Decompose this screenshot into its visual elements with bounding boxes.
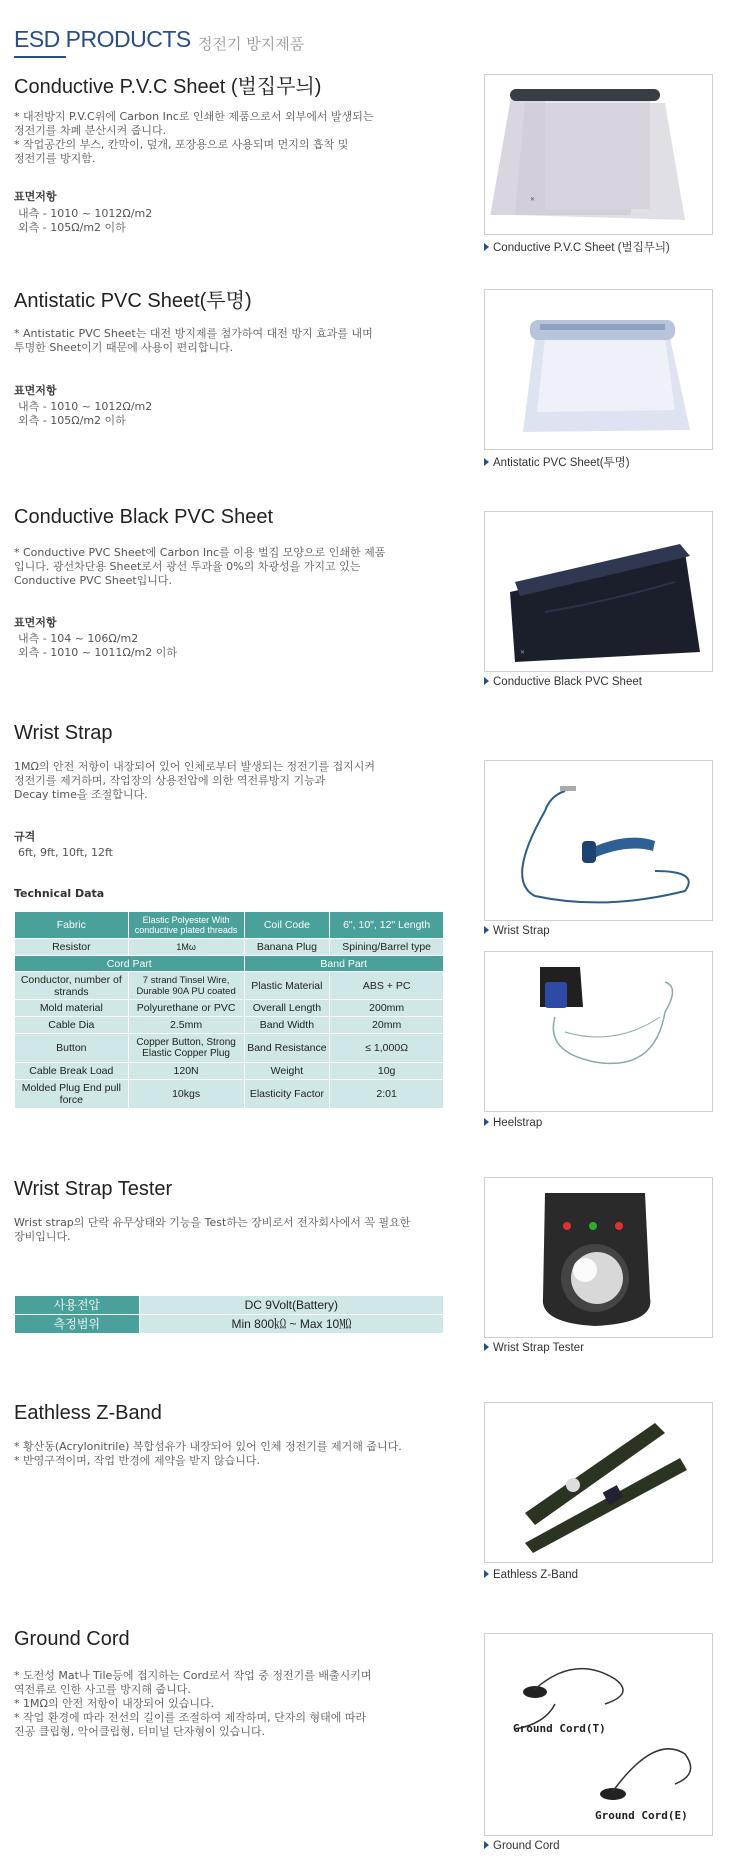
table-cell: 2.5mm	[128, 1017, 244, 1034]
product-photo	[484, 289, 713, 450]
table-row	[15, 1296, 444, 1315]
table-cell: 10kgs	[128, 1080, 244, 1109]
spec-label: 표면저항	[14, 616, 57, 629]
section-title: Conductive P.V.C Sheet (벌집무늬)	[14, 76, 322, 98]
wrist-strap-image	[485, 761, 713, 921]
table-cell: Overall Length	[244, 1000, 330, 1017]
section-title: Eathless Z-Band	[14, 1402, 162, 1424]
product-caption: Heelstrap	[484, 1117, 542, 1129]
product-photo	[484, 951, 713, 1112]
table-cell: 120N	[128, 1063, 244, 1080]
table-row	[15, 956, 444, 972]
product-photo	[484, 74, 713, 235]
table-row	[15, 939, 444, 956]
product-caption: Antistatic PVC Sheet(투명)	[484, 454, 630, 470]
black-sheet-image	[485, 512, 713, 672]
desc-line: * 대전방지 P.V.C위에 Carbon Inc로 인쇄한 제품으로서 외부에서 발생되는 정전기를 차폐 분산시켜 줍니다.	[14, 110, 374, 137]
table-row	[15, 1000, 444, 1017]
table-cell: ≤ 1,000Ω	[330, 1034, 444, 1063]
table-row	[15, 1063, 444, 1080]
ground-cord-image	[485, 1634, 713, 1836]
section-title: Wrist Strap	[14, 722, 113, 744]
tester-image	[485, 1178, 713, 1338]
product-photo	[484, 1177, 713, 1338]
table-cell: Spining/Barrel type	[330, 939, 444, 956]
product-photo	[484, 1402, 713, 1563]
product-caption: Ground Cord	[484, 1840, 559, 1852]
product-caption: Eathless Z-Band	[484, 1569, 578, 1581]
clear-sheet-image	[485, 290, 713, 450]
table-cell: 7 strand Tinsel Wire, Durable 90A PU coated	[128, 972, 244, 1000]
table-row	[15, 1017, 444, 1034]
table-cell: Copper Button, Strong Elastic Copper Plug	[128, 1034, 244, 1063]
table-cell: Band Part	[244, 956, 444, 972]
svg-text:✕: ✕	[530, 196, 536, 203]
desc-line: * 황산동(Acrylonitrile) 복합섬유가 내장되어 있어 인체 정전기를 제거해 줍니다. * 반영구적이며, 작업 반경에 제약을 받지 않습니다.	[14, 1440, 402, 1467]
section-description	[14, 327, 464, 355]
table-cell: Mold material	[15, 1000, 129, 1017]
table-cell: Plastic Material	[244, 972, 330, 1000]
table-cell: Elastic Polyester With conductive plated threads	[128, 912, 244, 939]
table-cell: DC 9Volt(Battery)	[139, 1296, 443, 1315]
section-title: Wrist Strap Tester	[14, 1178, 173, 1200]
desc-line: * Conductive PVC Sheet에 Carbon Inc를 이용 벌집 모양으로 인쇄한 제품 입니다. 광선차단용 Sheet로서 광선 투과율 0%의 차광성을 가지고 있는 Conductive PVC Sheet입니다.	[14, 546, 386, 587]
table-cell: 20mm	[330, 1017, 444, 1034]
table-cell: 200mm	[330, 1000, 444, 1017]
tester-spec-table	[14, 1295, 444, 1334]
table-cell: Min 800㏀ ~ Max 10㏁	[139, 1315, 443, 1334]
spec-values: 내측 - 1010 ~ 1012Ω/m2 외측 - 105Ω/m2 이하	[18, 207, 153, 234]
section-title: Antistatic PVC Sheet(투명)	[14, 290, 252, 312]
section-title: Conductive Black PVC Sheet	[14, 506, 274, 528]
table-cell: Cord Part	[15, 956, 245, 972]
table-cell: Button	[15, 1034, 129, 1063]
table-cell: Banana Plug	[244, 939, 330, 956]
title-underline	[14, 56, 66, 58]
pvc-sheet-image	[485, 75, 713, 235]
product-caption: Conductive P.V.C Sheet (벌집무늬)	[484, 239, 670, 255]
heelstrap-image	[485, 952, 713, 1112]
table-cell: Band Resistance	[244, 1034, 330, 1063]
product-caption: Conductive Black PVC Sheet	[484, 676, 642, 688]
table-cell: Cable Break Load	[15, 1063, 129, 1080]
page-header	[14, 26, 733, 56]
table-row	[15, 1034, 444, 1063]
section-description	[14, 1669, 464, 1739]
table-row	[15, 912, 444, 939]
table-cell: Coil Code	[244, 912, 330, 939]
table-cell: 사용전압	[15, 1296, 140, 1315]
svg-text:✕: ✕	[520, 649, 526, 656]
z-band-image	[485, 1403, 713, 1563]
table-row	[15, 1080, 444, 1109]
technical-data-table	[14, 911, 444, 1109]
product-photo	[484, 1633, 713, 1836]
table-cell: 10g	[330, 1063, 444, 1080]
table-cell: ABS + PC	[330, 972, 444, 1000]
product-caption: Wrist Strap	[484, 925, 550, 937]
technical-data-label: Technical Data	[14, 887, 105, 900]
section-description	[14, 546, 464, 588]
product-photo	[484, 511, 713, 672]
desc-line: * Antistatic PVC Sheet는 대전 방지제를 첨가하여 대전 방지 효과를 내며 투명한 Sheet이기 때문에 사용이 편리합니다.	[14, 327, 373, 354]
spec-label: 규격	[14, 830, 36, 843]
table-cell: 2:01	[330, 1080, 444, 1109]
table-cell: Cable Dia	[15, 1017, 129, 1034]
spec-values: 내측 - 1010 ~ 1012Ω/m2 외측 - 105Ω/m2 이하	[18, 400, 153, 427]
table-cell: Conductor, number of strands	[15, 972, 129, 1000]
table-row	[15, 972, 444, 1000]
section-title: Ground Cord	[14, 1628, 130, 1650]
desc-line: 1MΩ의 안전 저항이 내장되어 있어 인체로부터 발생되는 정전기를 접지시켜 정전기를 제거하며, 작업장의 상용전압에 의한 역전류방지 기능과 Decay time을 조절합니다.	[14, 760, 376, 801]
table-cell: Fabric	[15, 912, 129, 939]
table-cell: Elasticity Factor	[244, 1080, 330, 1109]
spec-values: 내측 - 104 ~ 106Ω/m2 외측 - 1010 ~ 1011Ω/m2 이하	[18, 632, 177, 659]
page-subtitle: 정전기 방지제품	[198, 35, 305, 53]
table-row	[15, 1315, 444, 1334]
spec-values: 6ft, 9ft, 10ft, 12ft	[18, 846, 113, 859]
table-cell: Resistor	[15, 939, 129, 956]
table-cell: Polyurethane or PVC	[128, 1000, 244, 1017]
page-title: ESD PRODUCTS	[14, 26, 191, 52]
table-cell: 1Mω	[128, 939, 244, 956]
section-description	[14, 1216, 464, 1244]
section-description	[14, 110, 464, 166]
table-cell: 측정범위	[15, 1315, 140, 1334]
desc-line: * 도전성 Mat나 Tile등에 접지하는 Cord로서 작업 중 정전기를 배출시키며 역전류로 인한 사고를 방지해 줍니다. * 1MΩ의 안전 저항이 내장되어 있습니다. * 작업 환경에 따라 전선의 길이를 조절하여 제작하며, 단자의 형태에 따라 진공 클립형, 악어클립형, 터미널 단자형이 있습니다.	[14, 1669, 372, 1738]
table-cell: Molded Plug End pull force	[15, 1080, 129, 1109]
ground-cord-t-label: Ground Cord(T)	[513, 1722, 606, 1735]
table-cell: Band Width	[244, 1017, 330, 1034]
spec-label: 표면저항	[14, 384, 57, 397]
product-caption: Wrist Strap Tester	[484, 1342, 584, 1354]
table-cell: Weight	[244, 1063, 330, 1080]
desc-line: Wrist strap의 단락 유무상태와 기능을 Test하는 장비로서 전자회사에서 꼭 필요한 장비입니다.	[14, 1216, 411, 1243]
ground-cord-e-label: Ground Cord(E)	[595, 1809, 688, 1822]
section-description	[14, 760, 464, 802]
product-photo	[484, 760, 713, 921]
spec-label: 표면저항	[14, 190, 57, 203]
section-description	[14, 1440, 464, 1468]
desc-line: * 작업공간의 부스, 칸막이, 덮개, 포장용으로 사용되며 먼지의 흡착 및 정전기를 방지함.	[14, 138, 349, 165]
table-cell: 6", 10", 12" Length	[330, 912, 444, 939]
